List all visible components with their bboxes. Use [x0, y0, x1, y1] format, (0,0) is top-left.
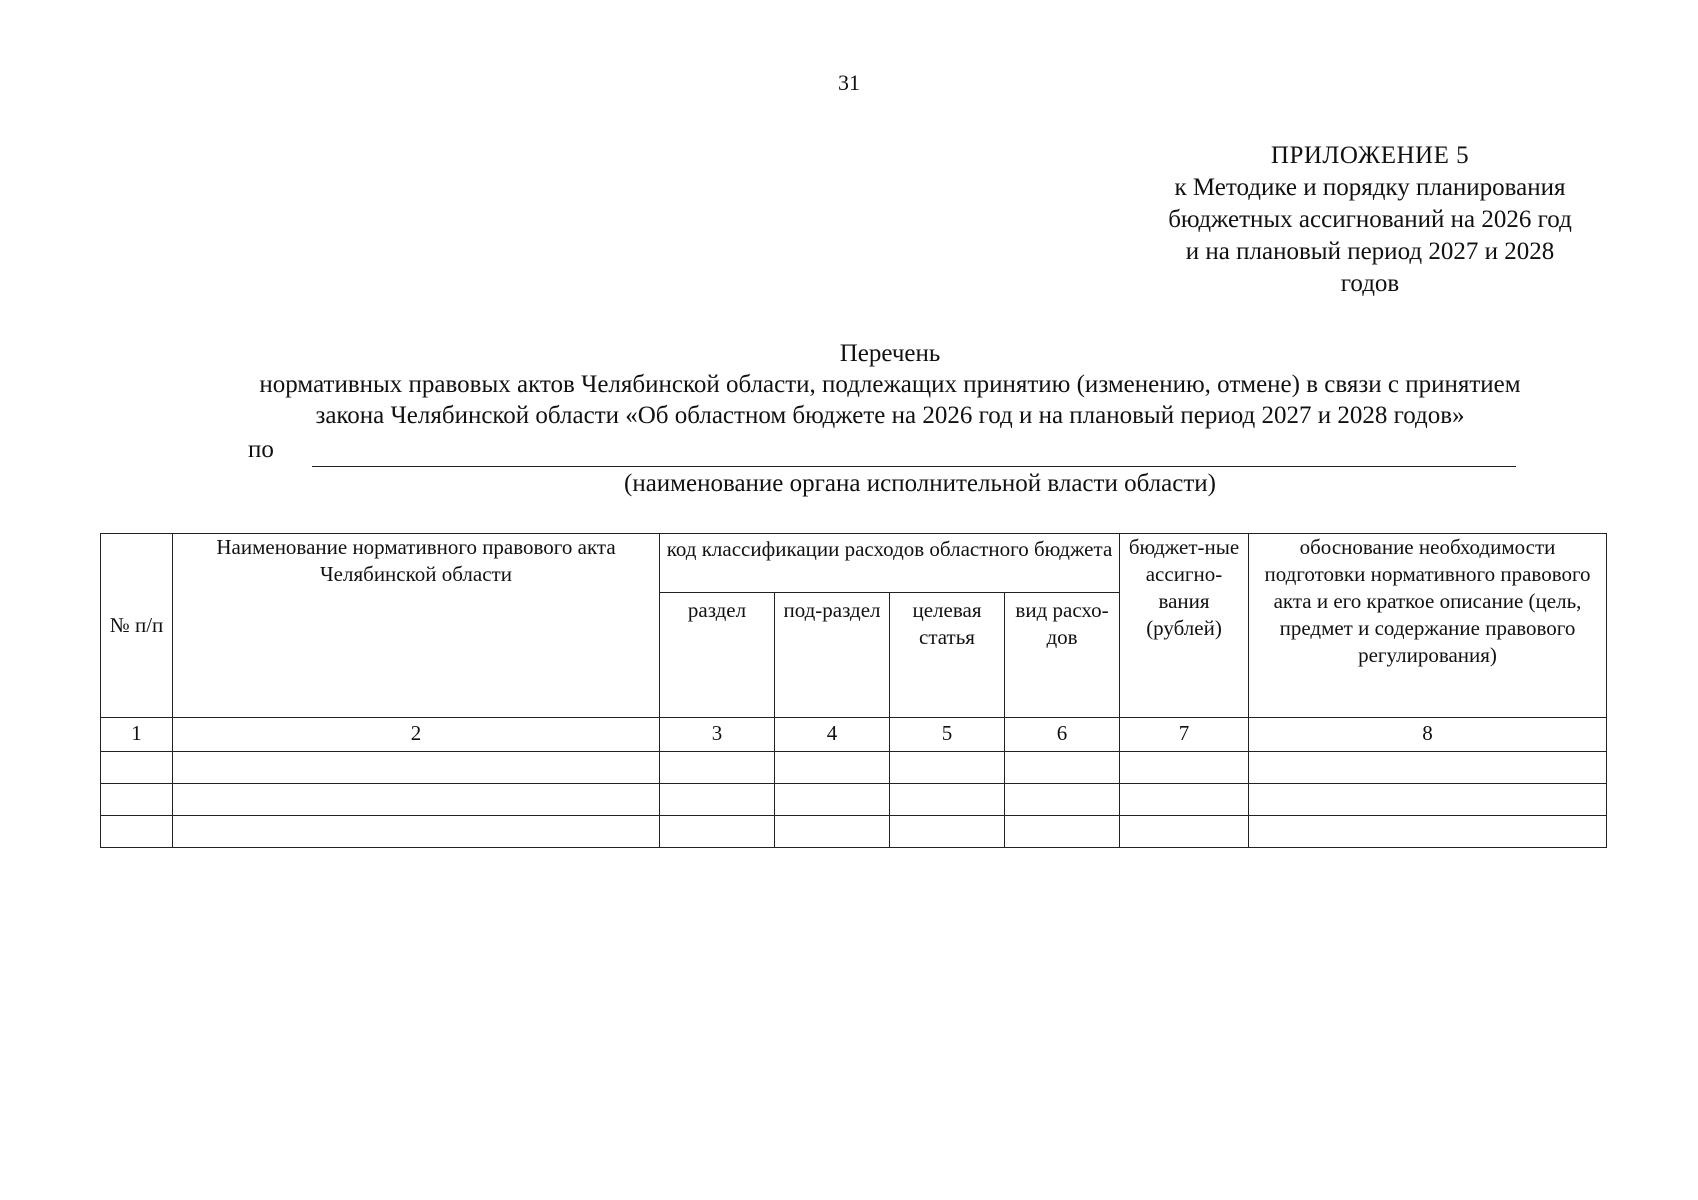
empty-cell: [890, 752, 1005, 784]
empty-cell: [1249, 752, 1607, 784]
header-number: № п/п: [101, 534, 173, 718]
empty-cell: [1249, 816, 1607, 848]
empty-cell: [660, 816, 775, 848]
empty-cell: [101, 816, 173, 848]
po-label: по: [248, 436, 274, 463]
column-number: 7: [1120, 718, 1249, 752]
empty-cell: [660, 752, 775, 784]
column-number: 5: [890, 718, 1005, 752]
appendix-line: и на плановый период 2027 и 2028: [1185, 238, 1555, 265]
table-row: [101, 752, 1607, 784]
header-budget-allocations: бюджет-ные ассигно-вания (рублей): [1120, 534, 1249, 718]
column-number: 2: [173, 718, 660, 752]
document-heading: [140, 338, 1640, 431]
empty-cell: [890, 784, 1005, 816]
appendix-line: бюджетных ассигнований на 2026 год: [1168, 206, 1572, 233]
appendix-line: к Методике и порядку планирования: [1174, 174, 1566, 201]
header-act-name: Наименование нормативного правового акта Челябинской области: [173, 534, 660, 718]
empty-cell: [1249, 784, 1607, 816]
empty-cell: [1005, 752, 1120, 784]
empty-cell: [173, 816, 660, 848]
heading-title: Перечень: [839, 340, 941, 367]
empty-cell: [173, 784, 660, 816]
table-row: [101, 816, 1607, 848]
appendix-line: годов: [1340, 270, 1400, 297]
column-number: 1: [101, 718, 173, 752]
empty-cell: [1005, 816, 1120, 848]
empty-cell: [775, 784, 890, 816]
empty-cell: [173, 752, 660, 784]
column-number: 3: [660, 718, 775, 752]
empty-cell: [775, 752, 890, 784]
fill-in-line: [312, 466, 1516, 467]
acts-table: [100, 533, 1607, 848]
fill-in-caption: (наименование органа исполнительной власти области): [624, 470, 1216, 497]
appendix-title: ПРИЛОЖЕНИЕ 5: [1270, 142, 1470, 169]
empty-cell: [1120, 784, 1249, 816]
empty-cell: [890, 816, 1005, 848]
empty-cell: [1005, 784, 1120, 816]
header-expense-type: вид расхо-дов: [1005, 593, 1120, 718]
empty-cell: [1120, 816, 1249, 848]
heading-line: закона Челябинской области «Об областном бюджете на 2026 год и на плановый период 2027 и 2028 годов»: [315, 402, 1465, 429]
empty-cell: [775, 816, 890, 848]
header-classification-group: код классификации расходов областного бюджета: [660, 534, 1120, 593]
column-number: 8: [1249, 718, 1607, 752]
column-number-row: [101, 718, 1607, 752]
column-number: 6: [1005, 718, 1120, 752]
empty-cell: [101, 752, 173, 784]
appendix-block: [1110, 140, 1630, 300]
empty-cell: [101, 784, 173, 816]
empty-cell: [660, 784, 775, 816]
header-target-item: целевая статья: [890, 593, 1005, 718]
empty-cell: [1120, 752, 1249, 784]
header-justification: обоснование необходимости подготовки нормативного правового акта и его краткое описание (цель, предмет и содержание правового регулирования): [1249, 534, 1607, 718]
column-number: 4: [775, 718, 890, 752]
page-number: 31: [838, 70, 860, 95]
header-section: раздел: [660, 593, 775, 718]
heading-line: нормативных правовых актов Челябинской области, подлежащих принятию (изменению, отмене) в связи с принятием: [259, 371, 1521, 398]
table-row: [101, 784, 1607, 816]
header-subsection: под-раздел: [775, 593, 890, 718]
